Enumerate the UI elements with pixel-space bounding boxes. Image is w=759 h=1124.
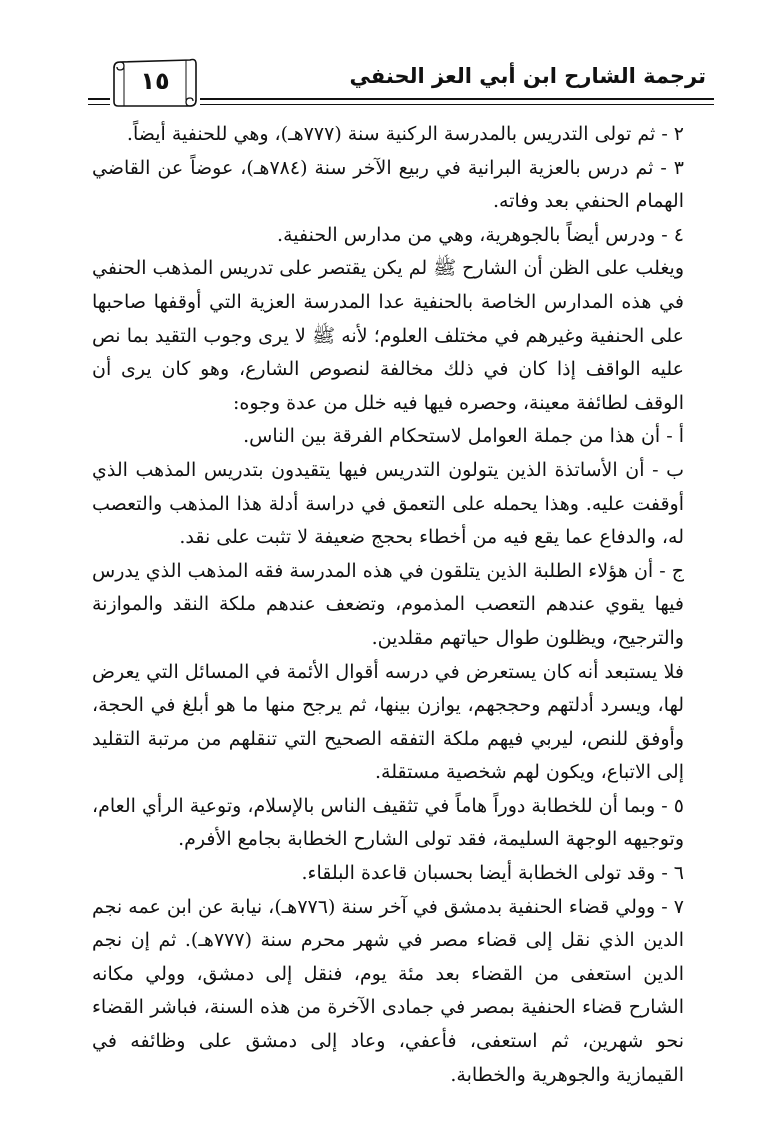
page-body <box>92 118 706 1092</box>
paragraph-item-4: ٤ - ودرس أيضاً بالجوهرية، وهي من مدارس الحنفية. <box>277 223 684 246</box>
running-title: ترجمة الشارح ابن أبي العز الحنفي <box>349 64 706 88</box>
paragraph-point-c: ج - أن هؤلاء الطلبة الذين يتلقون في هذه المدرسة فقه المذهب الذي يدرس فيها يقوي عندهم التعصب المذموم، وتضعف عندهم ملكة النقد والموازنة والترجيح، ويظلون طوال حياتهم مقلدين. <box>92 559 684 649</box>
page-number-scroll-frame <box>110 54 200 110</box>
paragraph-point-b: ب - أن الأساتذة الذين يتولون التدريس فيها يتقيدون بتدريس المذهب الذي أوقفت عليه. وهذا يحمله على التعمق في دراسة أدلة هذا المذهب والتعصب له، والدفاع عما يقع فيه من أخطاء بحجج ضعيفة لا تثبت على نقد. <box>92 458 684 549</box>
paragraph-item-5: ٥ - وبما أن للخطابة دوراً هاماً في تثقيف الناس بالإسلام، وتوعية الرأي العام، وتوجيهه الوجهة السليمة، فقد تولى الشارح الخطابة بجامع الأفرم. <box>92 794 684 851</box>
page-header <box>88 54 714 112</box>
paragraph-item-7: ٧ - وولي قضاء الحنفية بدمشق في آخر سنة (٧٧٦هـ)، نيابة عن ابن عمه نجم الدين الذي نقل إلى قضاء مصر في شهر محرم سنة (٧٧٧هـ). ثم إن نجم الدين استعفى من القضاء بعد مئة يوم، فنقل إلى دمشق، وولي مكانه الشارح قضاء الحنفية بمصر في جمادى الآخرة من هذه السنة، فباشر القضاء نحو شهرين، ثم استعفى، فأعفي، وعاد إلى دمشق على وظائفه في القيمازية والجوهرية والخطابة. <box>92 895 684 1086</box>
paragraph-item-6: ٦ - وقد تولى الخطابة أيضا بحسبان قاعدة البلقاء. <box>301 862 684 885</box>
paragraph-item-2: ٢ - ثم تولى التدريس بالمدرسة الركنية سنة (٧٧٧هـ)، وهي للحنفية أيضاً. <box>126 123 684 145</box>
page-number: ١٥ <box>140 67 170 95</box>
paragraph-point-a: أ - أن هذا من جملة العوامل لاستحكام الفرقة بين الناس. <box>243 425 684 448</box>
paragraph-item-3: ٣ - ثم درس بالعزية البرانية في ربيع الآخر سنة (٧٨٤هـ)، عوضاً عن القاضي الهمام الحنفي بعد وفاته. <box>92 156 685 213</box>
paragraph-teaching-opinion: ويغلب على الظن أن الشارح ﷺ لم يكن يقتصر على تدريس المذهب الحنفي في هذه المدارس الخاصة بالحنفية عدا المدرسة العزية التي أوقفها صاحبها على الحنفية وغيرهم في مختلف العلوم؛ لأنه ﷺ لا يرى وجوب التقيد بما نص عليه الواقف إذا كان في ذلك مخالفة لنصوص الشارع، وهو كان يرى أن الوقف لطائفة معينة، وحصره فيها فيه خلل من عدة وجوه: <box>92 257 684 414</box>
paragraph-method: فلا يستبعد أنه كان يستعرض في درسه أقوال الأئمة في المسائل التي يعرض لها، ويسرد أدلتهم وحججهم، يوازن بينها، ثم يرجح منها ما هو أبلغ في الحجة، وأوفق للنص، ليربي فيهم ملكة التفقه الصحيح التي تنقلهم من مرتبة التقليد إلى الاتباع، ويكون لهم شخصية مستقلة. <box>92 660 684 784</box>
